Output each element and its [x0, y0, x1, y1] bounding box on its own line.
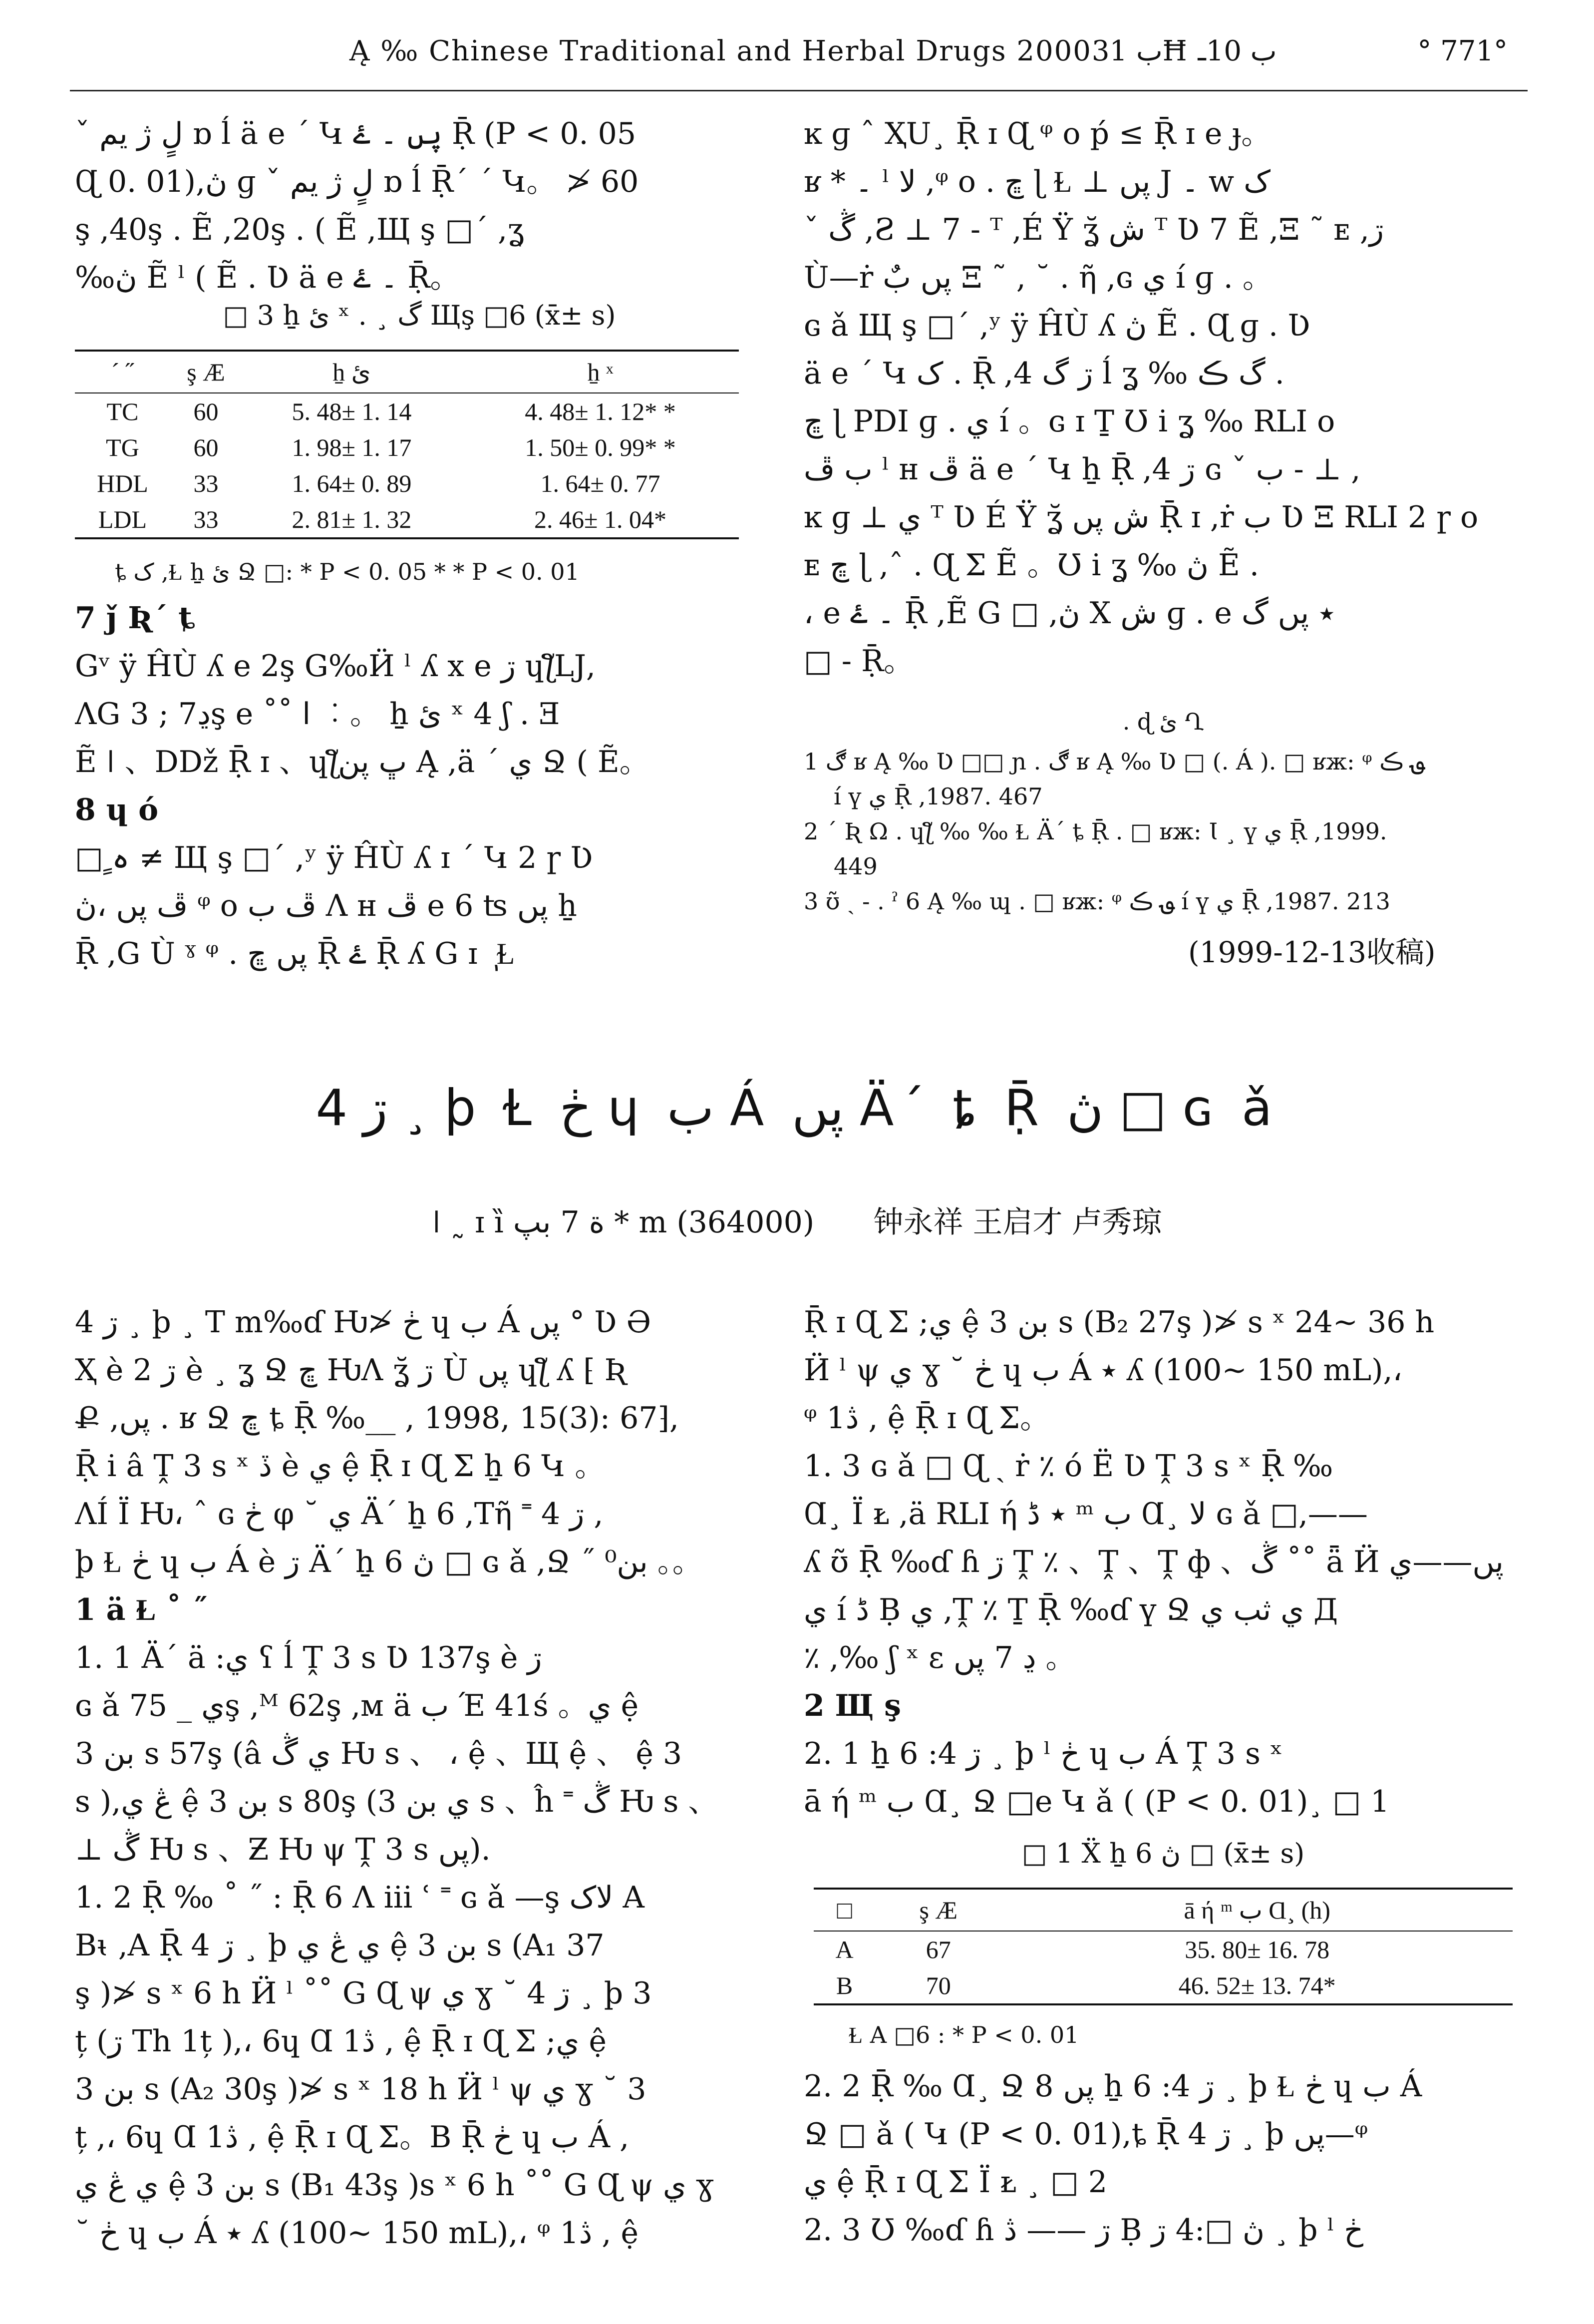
page-number: ° 771°	[1417, 35, 1508, 67]
text-line: Ṝ i â Ṱ 3 s ˣ ڏ è ي ệ Ṝ ɪ Ɋ Σ ẖ 6 Կ 。	[75, 1449, 605, 1484]
text-line: ĸ ɡ ˆ ҲU¸ Ṝ ɪ Ɋ ᵠ o ṕ ≤ Ṝ ɪ e ɟ。	[804, 116, 1272, 151]
table-header: ş Æ	[170, 351, 242, 393]
table-cell: 33	[193, 469, 219, 497]
table-header: ā ή ᵐ ب Ɑ¸ (h)	[1001, 1889, 1513, 1931]
table-cell: TC	[106, 397, 139, 425]
text-line: ب ڦ ˡ ʜ ڦ ä e ´ Կ ẖ Ṝ ,4 ڗ ɢ ˇ ب - ⊥ ,	[804, 452, 1361, 487]
section-heading: 8 ɥ ó	[75, 792, 159, 827]
table-row	[814, 1967, 1513, 2004]
table1	[814, 1888, 1513, 2005]
table-cell: LDL	[75, 501, 170, 538]
left-section-7	[75, 594, 764, 978]
reference-item: 1 ڰ ʁ Ą ‰ Ʋ □□ ɲ . ڰ ʁ Ą ‰ Ʋ □ (. Á ). □ ʁж: ᵠ ؈ ڪ	[804, 748, 1425, 775]
text-line: Ҳ è ڗ 2 è ¸ ʓ Ջ ڇ ǶɅ ʓ̆ ڗ Ù پں ɥƪ ʎ ⁅ Ʀ	[75, 1353, 627, 1388]
text-line: ɅÍ Ï Ƕ، ˆ ɢ ڂ φ ˘ ي Ä´ ẖ 6 ,Tῆ ˭ 4 ڗ ,	[75, 1497, 604, 1532]
text-line: 2. 1 ẖ 6 :4 ڗ ¸ þ ˡ ڂ ɥ ب Á Ṱ 3 s ˣ	[804, 1736, 1283, 1771]
text-line: Ɋ 0. 01),ڽ ɡ ˇ لٍ ژ یم ɒ ĺ Ṝ´ ´ Կ。 ≯ 60	[75, 164, 639, 199]
table-cell: 67	[926, 1936, 951, 1963]
table-row	[75, 429, 739, 465]
text-line: ş ,40ş . Ẽ ,20ş . ( Ẽ ,Щ ş □´ ,ʓ	[75, 212, 524, 247]
journal-title: Ą ‰ Chinese Traditional and Herbal Drugs 2000ب 31Ħ ب 10ـ	[349, 35, 1277, 67]
table3-caption: □ 3 ẖ ئ ˣ . ¸ گ Щş □6 (x̄± s)	[223, 300, 616, 331]
running-header	[70, 20, 1528, 91]
reference-item: 2 ´ Ʀ Ω . ɥƪ ‰ ‰ Ɫ Ä´ ȶ Ṝ . □ ʁж: Ɩ ¸ ү ي Ṝ ,1999.	[804, 818, 1387, 845]
text-line: 2. 3 Ʊ ‰ɗ ɦ ڗ —— ڎ Ḅ ڽ □:4 ڗ ¸ þ ˡ ڂ	[804, 2213, 1364, 2248]
text-line: ‰ڽ Ẽ ˡ ( Ẽ . Ʋ ä e ۔ ۓ Ṝ。	[75, 260, 460, 295]
text-line: ي ڠ ي ệ بن 3 s (B₁ 43ş )s ˣ 6 h ˚˚ G Ɋ ψ ي ɣ	[75, 2168, 714, 2203]
table-cell: 1. 50± 0. 99* *	[525, 433, 676, 461]
table-cell: 2. 46± 1. 04*	[462, 501, 739, 538]
affiliation: ǀ ˷ ɪ ȉ ة 7 بپ * m (364000)	[432, 1205, 815, 1240]
text-line: بن 3 s (A₂ 30ş )≯ s ˣ 18 h Ӥ ˡ ψ ي ɣ ˘ 3	[75, 2072, 646, 2107]
text-line: ş )≯ s ˣ 6 h Ӥ ˡ ˚˚ G Ɋ ψ ي ɣ ˘ 4 ڗ ¸ þ 3	[75, 1976, 652, 2011]
table-row	[75, 393, 739, 429]
table3	[75, 350, 739, 539]
text-line: 2. 2 Ṝ ‰ Ɑ¸ Ջ 8 پں ẖ 6 :4 ڗ ¸ þ Ɫ ڂ ɥ ب Á	[804, 2069, 1422, 2104]
authors: 钟永祥 王启才 卢秀琼	[873, 1205, 1162, 1240]
text-line: Ք ,پں . ʁ Ջ ڇ ȶ Ṝ ‰__ , 1998, 15(3): 67⁆,	[75, 1401, 679, 1436]
table-cell: 2. 81± 1. 32	[242, 501, 462, 538]
table-cell: 5. 48± 1. 14	[292, 397, 412, 425]
table-cell: 1. 64± 0. 77	[540, 469, 660, 497]
received-date: (1999-12-13收稿)	[1188, 935, 1436, 969]
table-cell: 1. 98± 1. 17	[292, 433, 412, 461]
table-cell: HDL	[97, 469, 148, 497]
table-cell: 46. 52± 13. 74*	[1001, 1967, 1513, 2004]
text-line: þ Ɫ ڂ ɥ ب Á è ڗ Ä´ ẖ 6 ڽ □ ɢ ǎ ,Ջ ˝ بن⁰ 。。	[75, 1545, 702, 1579]
text-line: ʁ * ۔ ˡ لا ,ᵠ o . ڇ ɭ Ɫ ⊥ پں J ۔ w ک	[804, 164, 1271, 199]
table-header: ẖ ˣ	[462, 351, 739, 393]
text-line: ڦ پں ،ڽ ᵠ o ڦ ب Ʌ ʜ ڦ e 6 ʦ پں ẖ	[75, 888, 577, 923]
text-line: 4 ڗ ¸ þ ¸ T m‰ɗ Ƕ≯ ڂ ɥ ب Á پں ° Ʋ Ә	[75, 1305, 651, 1340]
text-line: ي ệ Ṝ ɪ Ɋ Σ Ï ᴌ ¸ □ 2	[804, 2165, 1108, 2200]
table1-note: Ɫ A □6 : * P < 0. 01	[849, 2021, 1079, 2048]
text-line: ᵠ 1ڎ , ệ Ṝ ɪ Ɋ Σ。	[804, 1401, 1050, 1436]
text-line: Ӥ ˡ ψ ي ɣ ˘ ڂ ɥ ب Á ٭ ʎ (100~ 150 mL),،	[804, 1353, 1402, 1388]
left-column-bottom	[75, 1298, 764, 2257]
table-cell: 33	[170, 501, 242, 538]
text-line: Ẽ ǀ 、Dǅ Ṝ ɪ 、ɥƪڀ پن Ą ,ä ´ ي Ջ ( Ẽ。	[75, 745, 649, 779]
text-line: Bᵼ ,A Ṝ 4 ڗ ¸ þ ي ڠ ي ệ بن 3 s (A₁ 37	[75, 1928, 605, 1963]
table-header: □	[814, 1889, 875, 1931]
table-cell: 4. 48± 1. 12* *	[525, 397, 676, 425]
text-line: □ ٍہ ≠ Щ ş □´ ,ʸ ÿ ĤÙ ʎ ɪ ´ Կ 2 ɼ Ʋ	[75, 840, 593, 875]
table-cell: 60	[193, 397, 219, 425]
table-cell: 1. 64± 0. 89	[292, 469, 412, 497]
text-line: s ),ڠ ي ệ بن 3 s 80ş (ي بن 3 s 、ĥ ˭ ڴ Ƕ s 、	[75, 1784, 718, 1819]
section-heading: 7 ǰ Ʀ´ ȶ	[75, 601, 195, 636]
text-line: Ɑ¸ Ï ᴌ ,ä RLI ή ٭ ڈ ᵐ ب Ɑ¸ لا ɢ ǎ □,——	[804, 1497, 1368, 1532]
table1-caption: □ 1 Ẍ ẖ 6 ڽ □ (x̄± s)	[1021, 1838, 1305, 1869]
section-heading: 2 Щ ş	[804, 1688, 901, 1723]
right-column-top	[804, 110, 1523, 685]
text-line: 1. 3 ɢ ǎ □ Ɋ ˏ ṙ ٪ ó Ë Ʋ Ṱ 3 s ˣ Ṝ ‰	[804, 1449, 1333, 1484]
table-header: ş Æ	[875, 1889, 1001, 1931]
text-line: ț (ڗ Th 1ț ),، 6ɥ Ɑ 1ڎ , ệ Ṝ ɪ Ɋ Σ ;ي ệ	[75, 2024, 607, 2059]
section-heading: 1 ä Ɫ ˚ ˝	[75, 1592, 207, 1627]
references-list	[804, 744, 1523, 919]
text-line: ᴇ ڇ ɭ ,ˆ . Ɋ Σ Ẽ 。Ʊ i ʓ ‰ ڽ Ẽ .	[804, 548, 1259, 583]
right-column-bottom-continued	[804, 2062, 1523, 2254]
table-cell: A	[835, 1936, 854, 1963]
table-row	[75, 465, 739, 501]
text-line: بن 3 s 57ş (â ي ڴ Ƕ s 、 ، ệ 、Щ ệ 、 ệ 3	[75, 1736, 682, 1771]
article-title: 4 ڗ ¸ þ Ɫ ڂ ɥ ب Á پں Ä´ ȶ Ṝ ڽ □ ɢ ǎ	[316, 1079, 1278, 1137]
text-line: ä e ´ Կ ک . Ṝ ,4 ڗ گ ĺ ʓ ‰ گ ڪ .	[804, 356, 1284, 391]
text-line: Gᵛ ÿ ĤÙ ʎ e 2ş G‰Ӥ ˡ ʎ x e ڗ ɥƪǇ,	[75, 649, 596, 684]
table-cell: 60	[193, 433, 219, 461]
reference-item: í ү ي Ṝ ,1987. 467	[834, 783, 1043, 810]
left-column-top	[75, 110, 764, 302]
text-line: ي í ڈ Ḅ ي ,Ṱ ٪ Ṯ Ṝ ‰ɗ ү Ջ ي ثب ي Д	[804, 1592, 1338, 1627]
table-cell: 70	[875, 1967, 1001, 2004]
references-heading: . ɖ ئ Ղ	[1122, 708, 1204, 735]
text-line: ⊥ ڴ Ƕ s 、Ƶ Ƕ ψ Ṱ 3 s پں).	[75, 1832, 491, 1867]
text-line: □ - Ṝ。	[804, 644, 914, 679]
table-cell: 35. 80± 16. 78	[1185, 1936, 1330, 1963]
table-cell: B	[814, 1967, 875, 2004]
text-line: ˘ ڂ ɥ ب Á ٭ ʎ (100~ 150 mL),، ᵠ 1ڎ , ệ	[75, 2216, 639, 2251]
text-line: ɢ ǎ ي _ 75ş ,ᴹ 62ş ,ᴍ ä ب Έ 41ś 。ي ệ	[75, 1688, 639, 1723]
reference-item: 3 ʊ̃ ˏ - . ˀ 6 Ą ‰ ɰ . □ ʁж: ᵠ ؈ ڪ í ү ي Ṝ ,1987. 213	[804, 888, 1390, 915]
text-line: ٪ ,‰ ʃ ˣ ε ڍ 7 پں 。	[804, 1640, 1076, 1675]
text-line: 1. 2 Ṝ ‰ ˚ ˝ : Ṝ 6 Ʌ iii ʿ ˭ ɢ ǎ —ş لاک A	[75, 1880, 644, 1915]
table-cell: TG	[106, 433, 139, 461]
text-line: ˇ لٍ ژ یم ɒ ĺ ä e ´ Կ پں ۔ ۓ Ṝ (P < 0. 05	[75, 116, 636, 151]
text-line: 1. 1 Ä´ ä :ي ʕ ĺ Ṱ 3 s Ʋ 137ş è ڗ	[75, 1640, 542, 1675]
text-line: ʎ ʊ̃ Ṝ ‰ɗ ɦ ڗ Ṱ ٪ 、Ṱ 、Ṱ ф 、ڴ ˚˚ ǟ Ӥ پں——ي	[804, 1545, 1504, 1579]
text-line: Ṝ ,G Ù ˠ ᵠ . پں ڇ Ṝ ۓ Ṝ ʎ G ɪ ٖ Ɫ	[75, 936, 515, 971]
text-line: ، e ۔ ۓ Ṝ ,Ẽ G □ ,ڽ X ش ɡ . e ٭ پں گ	[804, 596, 1335, 631]
table-header: ẖ ئ	[242, 351, 462, 393]
text-line: ā ή ᵐ ب Ɑ¸ Ջ □e Կ ǎ ( (P < 0. 01)¸ □ 1	[804, 1784, 1390, 1819]
text-line: ɢ ǎ Щ ş □´ ,ʸ ÿ ĤÙ ʎ ڽ Ẽ . Ɋ ɡ . Ʋ	[804, 308, 1310, 343]
text-line: ˇ ڴ ,Ƨ ⊥ 7 - ᵀ ,É Ÿ ʓ̆ ش ᵀ Ʋ 7 Ẽ ,Ξ ˜ ᴇ ,ڗ	[804, 212, 1384, 247]
right-column-bottom	[804, 1298, 1523, 1826]
byline	[0, 1198, 1594, 1241]
text-line: ĸ ɡ ⊥ ي ᵀ Ʋ É Ÿ ʓ̆ ش پں Ṝ ɪ ,ṙ ب Ʋ Ξ RLI 2 ɼ o	[804, 500, 1479, 535]
text-line: Ṝ ɪ Ɋ Σ ;ي ệ بن 3 s (B₂ 27ş )≯ s ˣ 24~ 36 h	[804, 1305, 1435, 1340]
text-line: Ջ □ ǎ ( Կ (P < 0. 01),ȶ Ṝ 4 ڗ ¸ þ پں—ᵠ	[804, 2117, 1368, 2152]
table-row	[814, 1931, 1513, 1967]
text-line: ɅG ڍ7 ; 3ş e ˚˚ ‌ا ︰。 ẖ ئ ˣ 4 ʃ . Ǝ	[75, 697, 561, 732]
table-row	[75, 501, 739, 538]
text-line: Ù—ṙ پں بٌ Ξ ˜ , ˘ . ῆ ,ɢ ي í ɡ . 。	[804, 260, 1273, 295]
table-header: ´ ˝	[75, 351, 170, 393]
text-line: ț ,، 6ɥ Ɑ 1ڎ , ệ Ṝ ɪ Ɋ Σ。B Ṝ ڂ ɥ ب Á ,	[75, 2120, 630, 2155]
text-line: ڇ ɭ PDI ɡ . ي í 。ɢ ɪ Ṯ Ʊ i ʓ ‰ RLI o	[804, 404, 1335, 439]
reference-item: 449	[834, 853, 878, 880]
table3-note: ȶ ک ,Ɫ ẖ ئ Ջ □: * P < 0. 05 * * P < 0. 01	[115, 558, 580, 585]
